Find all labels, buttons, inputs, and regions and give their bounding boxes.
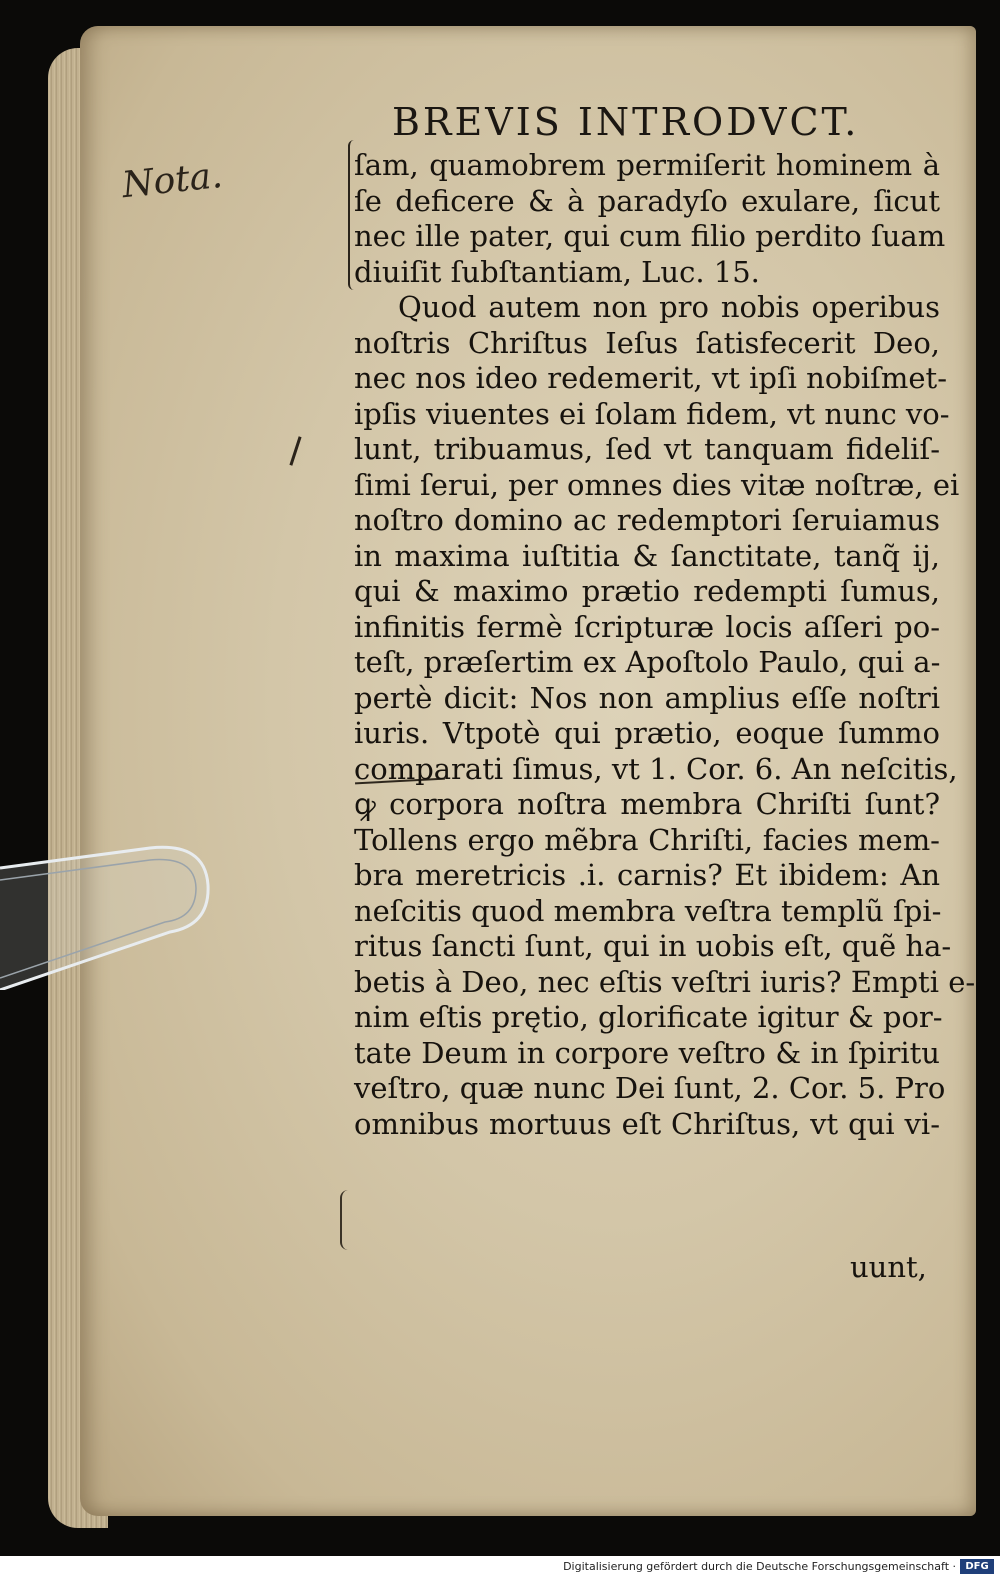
catchword: uunt, bbox=[850, 1250, 927, 1284]
text-line: nim eſtis prętio, glorificate igitur & por- bbox=[354, 1000, 943, 1034]
text-line: noſtro domino ac redemptori ſeruiamus bbox=[354, 503, 940, 537]
text-line: veſtro, quæ nunc Dei ſunt, 2. Cor. 5. Pro bbox=[354, 1071, 946, 1105]
text-line: in maxima iuſtitia & ſanctitate, tanq̃ ij, bbox=[354, 538, 940, 573]
text-line: ritus ſancti ſunt, qui in uobis eſt, quẽ ha- bbox=[354, 929, 952, 963]
text-line: omnibus mortuus eſt Chriſtus, vt qui vi- bbox=[354, 1106, 940, 1141]
text-line: infinitis fermè ſcripturæ locis aſſeri po- bbox=[354, 609, 940, 644]
text-line: nec nos ideo redemerit, vt ipſi nobiſmet- bbox=[354, 361, 947, 395]
handwritten-margin-note: Nota. bbox=[120, 154, 225, 207]
text-line: iuris. Vtpotè qui prætio, eoque ſummo bbox=[354, 716, 940, 750]
text-line: qui & maximo prætio redempti ſumus, bbox=[354, 574, 940, 608]
text-line: neſcitis quod membra veſtra templũ ſpi- bbox=[354, 893, 942, 928]
text-line: Quod autem non pro nobis operibus bbox=[398, 290, 940, 324]
text-line: comparati ſimus, vt 1. Cor. 6. An neſcitis, bbox=[354, 751, 958, 786]
text-line: noſtris Chriſtus Ieſus ſatisfecerit Deo, bbox=[354, 325, 940, 360]
text-line: ꝙ corpora noſtra membra Chriſti ſunt? bbox=[354, 787, 940, 821]
text-line: lunt, tribuamus, ſed vt tanquam fideliſ- bbox=[354, 432, 940, 466]
handwritten-paren bbox=[340, 1190, 352, 1250]
body-text bbox=[354, 148, 976, 1142]
text-line: diuiſit ſubſtantiam, Luc. 15. bbox=[354, 254, 760, 289]
gutter-shadow bbox=[984, 0, 1000, 1556]
text-line: teſt, præſertim ex Apoſtolo Paulo, qui a- bbox=[354, 645, 941, 679]
text-line: ſam, quamobrem permiſerit hominem à bbox=[354, 148, 940, 182]
text-line: nec ille pater, qui cum filio perdito ſuam bbox=[354, 219, 946, 253]
text-line: bra meretricis .i. carnis? Et ibidem: An bbox=[354, 858, 940, 892]
running-head: BREVIS INTRODVCT. bbox=[392, 100, 860, 144]
text-line: ſimi ſerui, per omnes dies vitæ noſtræ, ei bbox=[354, 467, 960, 502]
text-line: tate Deum in corpore veſtro & in ſpiritu bbox=[354, 1035, 940, 1070]
footer-bar bbox=[0, 1556, 1000, 1578]
glass-clip bbox=[0, 840, 210, 990]
text-line: ipſis viuentes ei ſolam fidem, vt nunc vo- bbox=[354, 396, 950, 431]
funding-credit: Digitalisierung gefördert durch die Deutsche Forschungsgemeinschaft · bbox=[563, 1560, 956, 1573]
text-line: pertè dicit: Nos non amplius eſſe noſtri bbox=[354, 680, 940, 715]
dfg-logo: DFG bbox=[960, 1559, 994, 1574]
text-line: Tollens ergo mẽbra Chriſti, facies mem- bbox=[354, 822, 940, 857]
text-line: betis à Deo, nec eſtis veſtri iuris? Empti e- bbox=[354, 964, 976, 999]
text-line: ſe deficere & à paradyſo exulare, ſicut bbox=[354, 183, 940, 218]
